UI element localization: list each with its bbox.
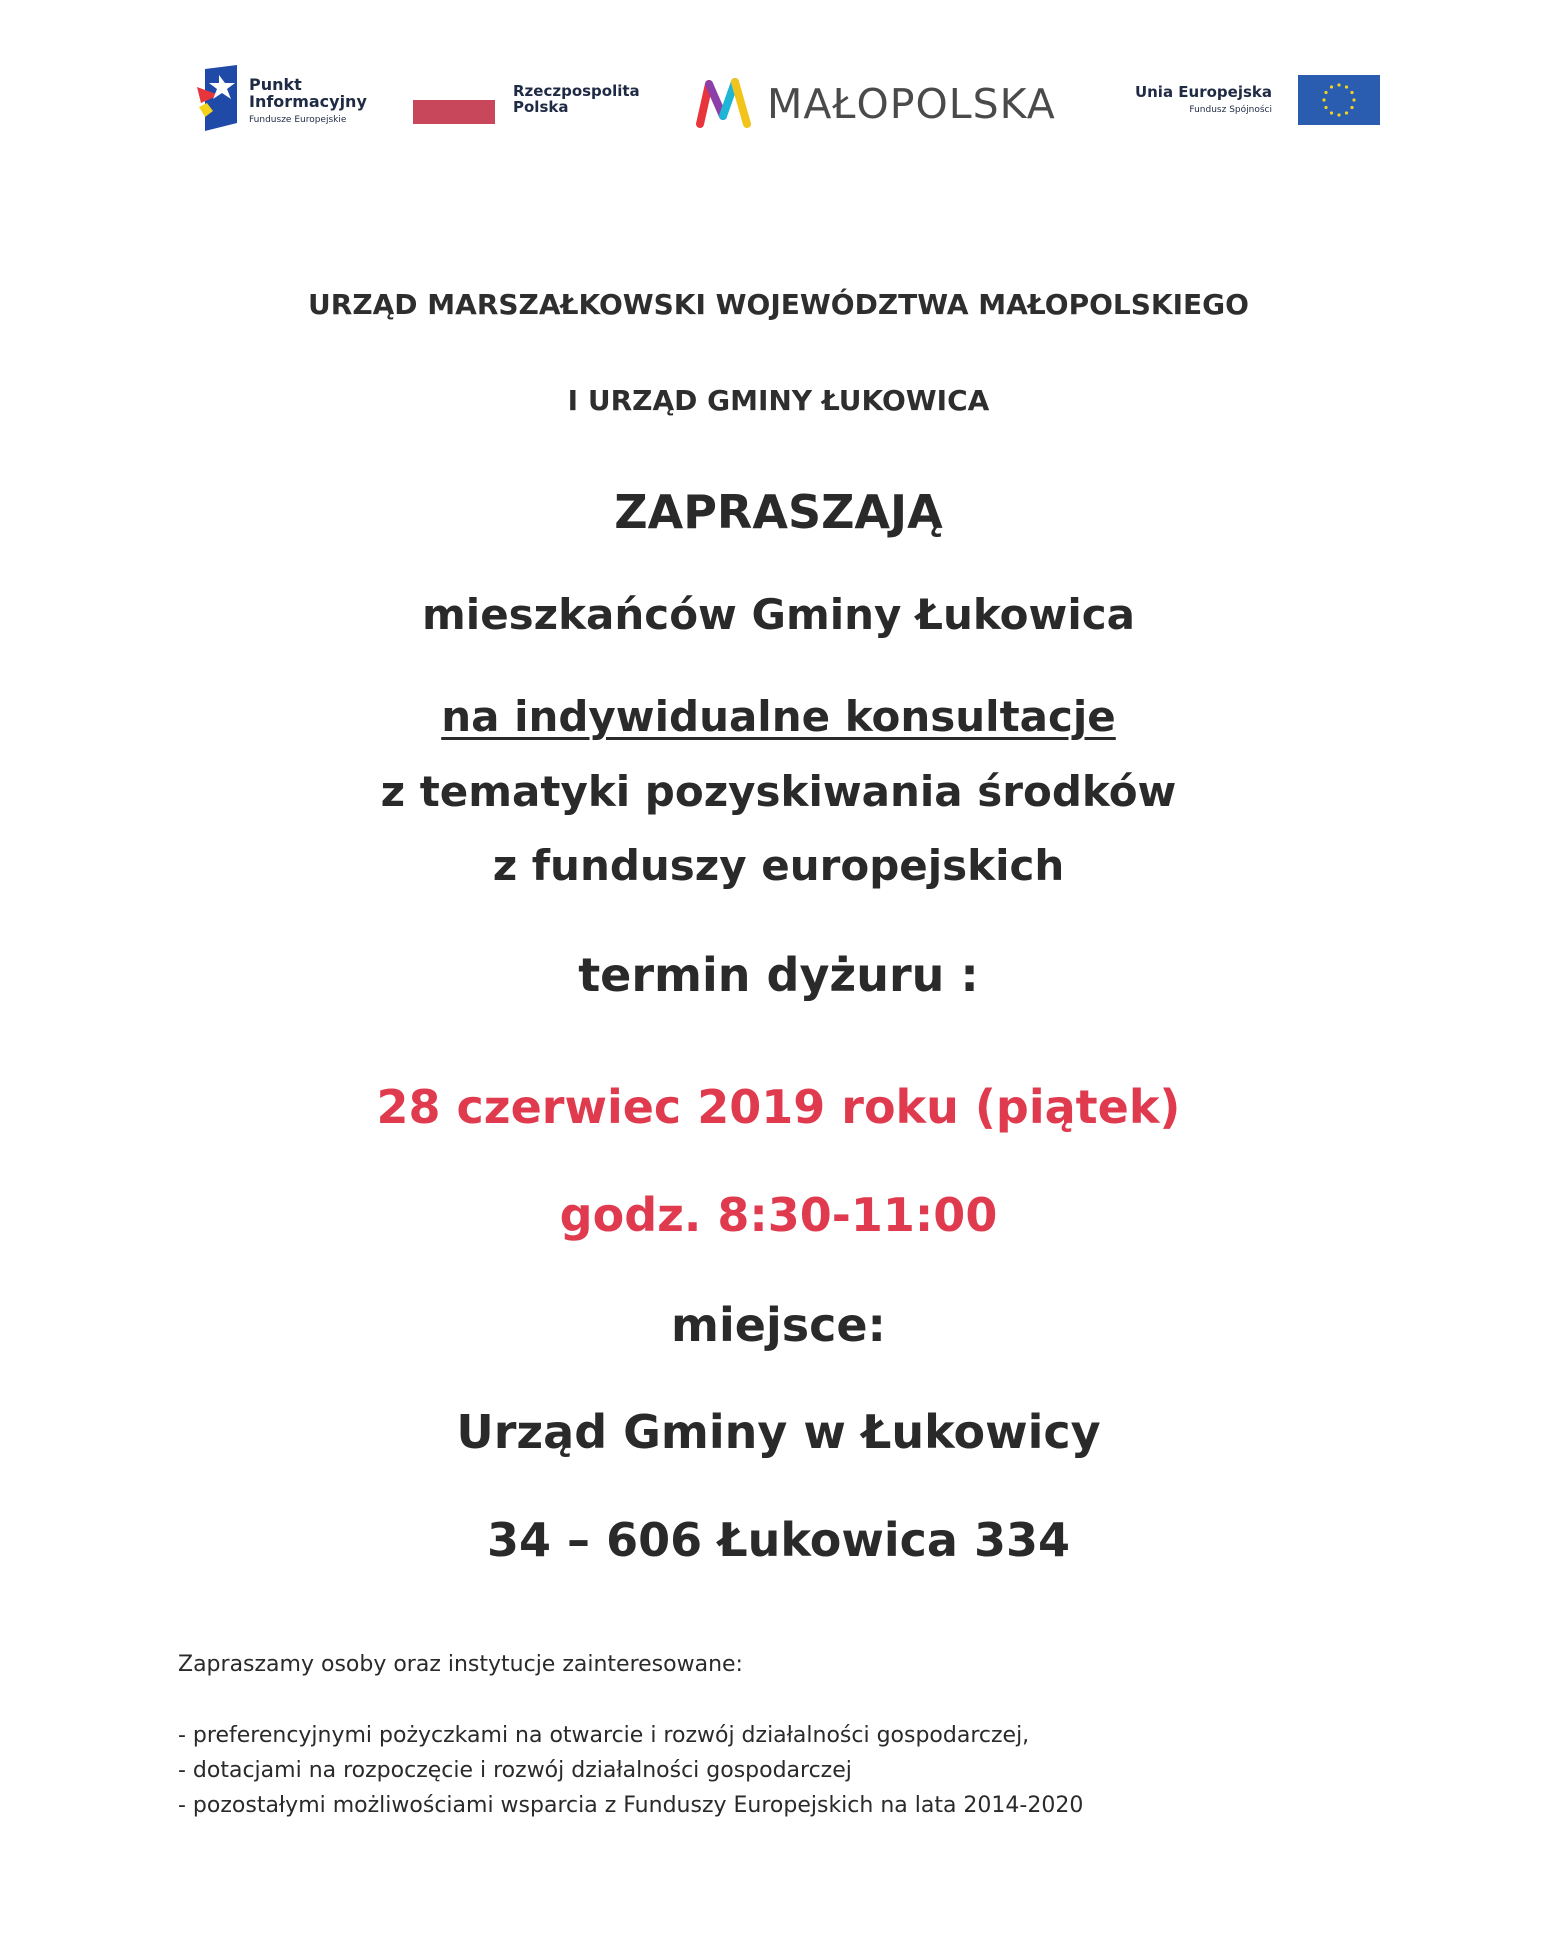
office-address: 34 – 606 Łukowica 334: [487, 1513, 1070, 1567]
termin-label: termin dyżuru :: [578, 948, 979, 1002]
office-name: Urząd Gminy w Łukowicy: [456, 1405, 1101, 1459]
event-hours: godz. 8:30-11:00: [559, 1188, 998, 1242]
eu-line1: Unia Europejska: [1134, 83, 1272, 101]
list-item: - dotacjami na rozpoczęcie i rozwój działalności gospodarczej: [178, 1758, 852, 1783]
rzeczpospolita-polska-logo: [413, 82, 653, 132]
fundusze-europejskie-icon: [195, 65, 245, 135]
rp-line1: Rzeczpospolita: [513, 82, 640, 100]
invite-heading: ZAPRASZAJĄ: [614, 485, 943, 539]
consultation-text: na indywidualne konsultacje: [441, 692, 1116, 741]
topic-line-1: z tematyki pozyskiwania środków: [380, 767, 1177, 816]
residents-line: mieszkańców Gminy Łukowica: [422, 590, 1135, 639]
topic-line-2: z funduszy europejskich: [492, 841, 1065, 890]
organizer-line-2: I URZĄD GMINY ŁUKOWICA: [567, 384, 990, 417]
malopolska-logo: [695, 72, 1095, 132]
punkt-informacyjny-logo: [195, 65, 385, 135]
event-date: 28 czerwiec 2019 roku (piątek): [376, 1080, 1181, 1134]
punkt-line3: Fundusze Europejskie: [249, 115, 347, 125]
rp-line2: Polska: [513, 98, 569, 116]
eu-line2: Fundusz Spójności: [1189, 105, 1272, 115]
punkt-line2: Informacyjny: [249, 92, 367, 111]
footer-section: [178, 1650, 1428, 1823]
list-item: - pozostałymi możliwościami wsparcia z Funduszy Europejskich na lata 2014-2020: [178, 1793, 1084, 1818]
malopolska-m-icon: [695, 72, 755, 132]
list-item: - preferencyjnymi pożyczkami na otwarcie i rozwój działalności gospodarczej,: [178, 1723, 1030, 1748]
logo-bar: [0, 60, 1557, 140]
punkt-line1: Punkt: [249, 75, 302, 94]
malopolska-name: MAŁOPOLSKA: [767, 80, 1056, 128]
unia-europejska-logo: [1130, 75, 1380, 135]
organizer-line-1: URZĄD MARSZAŁKOWSKI WOJEWÓDZTWA MAŁOPOLSKIEGO: [308, 288, 1249, 321]
footer-list: [178, 1718, 1428, 1823]
footer-intro: Zapraszamy osoby oraz instytucje zainteresowane:: [178, 1652, 743, 1677]
place-label: miejsce:: [671, 1298, 886, 1352]
eu-flag-icon: [1298, 75, 1380, 125]
consultation-line: [0, 692, 1557, 741]
